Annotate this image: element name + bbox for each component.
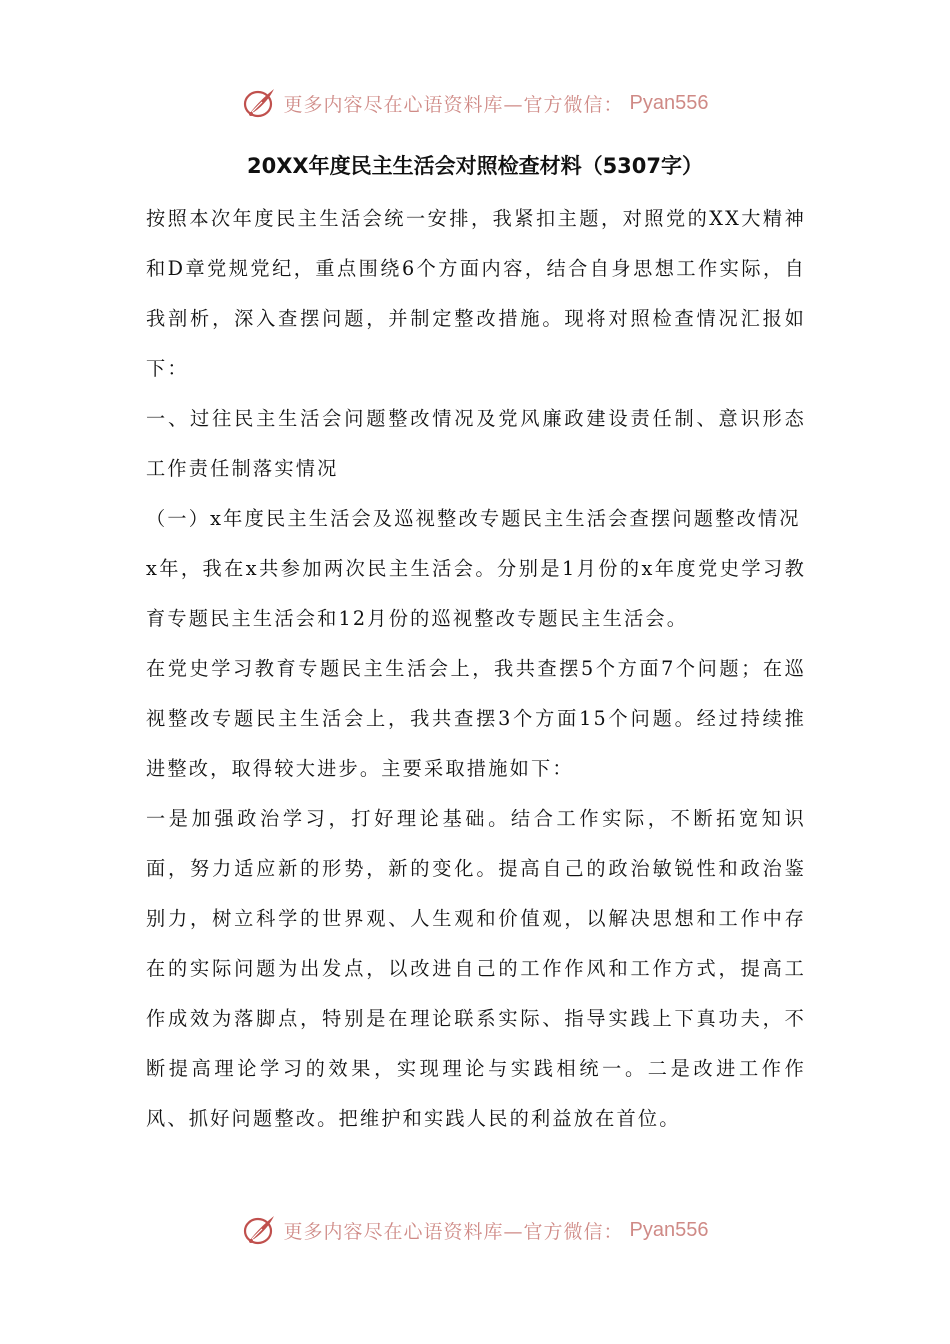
paragraph-intro: 按照本次年度民主生活会统一安排，我紧扣主题，对照党的XX大精神和D章党规党纪，重点围绕6个方面内容，结合自身思想工作实际，自我剖析，深入查摆问题，并制定整改措施。现将对照检查情况汇报如下： xyxy=(146,207,806,380)
quill-pen-logo-icon xyxy=(242,1212,278,1248)
footer-watermark xyxy=(0,1208,950,1252)
header-watermark xyxy=(0,81,950,125)
watermark-text: 更多内容尽在心语资料库—官方微信： xyxy=(283,1220,624,1243)
watermark-handle: Pyan556 xyxy=(629,1218,709,1241)
document-body xyxy=(146,194,806,1144)
paragraph-measures: 一是加强政治学习，打好理论基础。结合工作实际，不断拓宽知识面，努力适应新的形势，新的变化。提高自己的政治敏锐性和政治鉴别力，树立科学的世界观、人生观和价值观，以解决思想和工作中存在的实际问题为出发点，以改进自己的工作作风和工作方式，提高工作成效为落脚点，特别是在理论联系实际、指导实践上下真功夫，不断提高理论学习的效果，实现理论与实践相统一。二是改进工作作风、抓好问题整改。把维护和实践人民的利益放在首位。 xyxy=(146,807,806,1130)
quill-pen-logo-icon xyxy=(242,85,278,121)
paragraph-meetings: x年，我在x共参加两次民主生活会。分别是1月份的x年度党史学习教育专题民主生活会和12月份的巡视整改专题民主生活会。 xyxy=(146,557,806,630)
document-title: 20XX年度民主生活会对照检查材料（5307字） xyxy=(246,154,704,178)
watermark-handle: Pyan556 xyxy=(629,91,709,114)
section-heading-1: 一、过往民主生活会问题整改情况及党风廉政建设责任制、意识形态工作责任制落实情况 xyxy=(146,407,806,480)
watermark-text: 更多内容尽在心语资料库—官方微信： xyxy=(283,93,624,116)
paragraph-problems: 在党史学习教育专题民主生活会上，我共查摆5个方面7个问题；在巡视整改专题民主生活会上，我共查摆3个方面15个问题。经过持续推进整改，取得较大进步。主要采取措施如下： xyxy=(146,657,806,780)
subsection-heading-1: （一）x年度民主生活会及巡视整改专题民主生活会查摆问题整改情况 xyxy=(146,507,801,530)
